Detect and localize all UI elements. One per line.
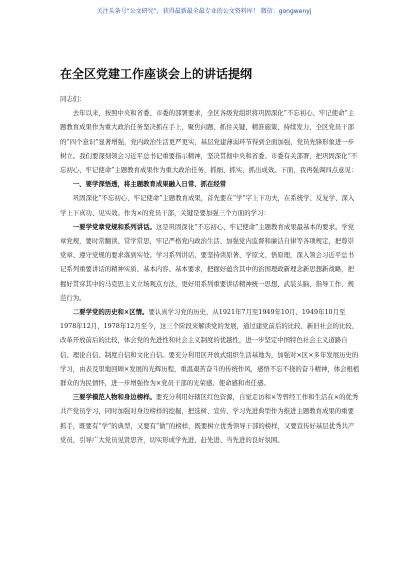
document-body xyxy=(60,92,360,447)
subheading: 一要学党章党规和系列讲话。 xyxy=(72,222,156,231)
paragraph xyxy=(60,305,360,390)
document-title: 在全区党建工作座谈会上的讲话提纲 xyxy=(60,67,253,81)
paragraph xyxy=(60,220,360,305)
paragraph: 巩固深化“不忘初心、牢记使命”主题教育成果，首先要在“学”字上下功夫，在系统学、反复学、深入学上下真功、见实效。作为×的党员干部，关键是要加强三个方面的学习： xyxy=(60,194,355,217)
salutation: 同志们： xyxy=(60,95,86,103)
paragraph-text: 这是巩固深化“不忘初心、牢记使命”主题教育成果最基本的要求。学党章党规，要时常翻读、常学常思，牢记严格党内政治生活、加强党内监督和廉洁自律等各项规定，把尊崇党章、遵守党规的要求落到实处。学习系列讲话，要坚持读原著、学原文、悟原理，深入领会习近平总书记系列重要讲话的精神实质、基本内容、基本要求，把握好蕴含其中的治国理政新理念新思想新战略，把握好贯穿其中的马克思主义立场观点方法，更好用系列重要讲话精神统一思想、武装头脑、指导工作、规范行为。 xyxy=(60,222,355,302)
paragraph: 去年以来，按照中央和省委、市委的部署要求，全区各级党组织将巩固深化“不忘初心、牢记使命”主题教育成果作为重大政治任务坚决抓在手上，聚焦问题、抓住关键，精准施策、持续发力，全区党员干部的“四个意识”显著增强，党内政治生活更严更实，基层党建薄弱环节得到全面加强，党员先锋形象进一步树立。我们要深刻领会习近平总书记重要指示精神，坚决贯彻中央和省委、市委有关部署，把巩固深化“不忘初心、牢记使命”主题教育成果作为重大政治任务，抓细、抓实、抓出成效。下面，我再强调四点意见： xyxy=(60,109,358,175)
paragraph xyxy=(60,390,360,447)
section-heading: 一、要学深悟透，将主题教育成果融入日常、抓在经常 xyxy=(72,180,227,189)
paragraph-text: 要充分利用好辖区红色资源，自觉走访和×等曾经工作和生活在×的优秀共产党员学习，同时加强对身边榜样的挖掘，把选树、宣传、学习先进典型作为推进主题教育成果的重要抓手，既要有“学”的典型，又要有“做”的榜样，既要树立优秀领导干部的榜样，又要宣传好基层优秀共产党员，引导广大党员见贤思齐，切实形成学先进、赶先进、当先进的良好氛围。 xyxy=(60,393,359,444)
paragraph-text: 要认真学习党的历史，从1921年7月至1949年10月、1949年10月至1978年12月、1978年12月至今，这三个阶段来解读党的发展，通过建党前后的比较、新旧社会的比较、改革开放前后的比较，体会党的先进性和社会主义制度的优越性，进一步坚定中国特色社会主义道路自信、理论自信、制度自信和文化自信。要充分利用区开放式组织生活基地为，加强对×区×多年发展历史的学习，由表及里地回顾×发展的光辉历程，重温艰苦奋斗的传统作风，感悟不忘不挠的奋斗精神，体会根植群众的为民情怀，进一步增强作为×党员干部的光荣感、使命感和责任感。 xyxy=(60,308,360,388)
header-banner: 关注头条号“公文研究”，获得最新最全最专业的公文资料库！ 微信：gongwenyj xyxy=(96,8,312,15)
subheading: 三要学模范人物和身边榜样。 xyxy=(72,393,156,402)
subheading: 二要学党的历史和×区情。 xyxy=(72,308,149,317)
